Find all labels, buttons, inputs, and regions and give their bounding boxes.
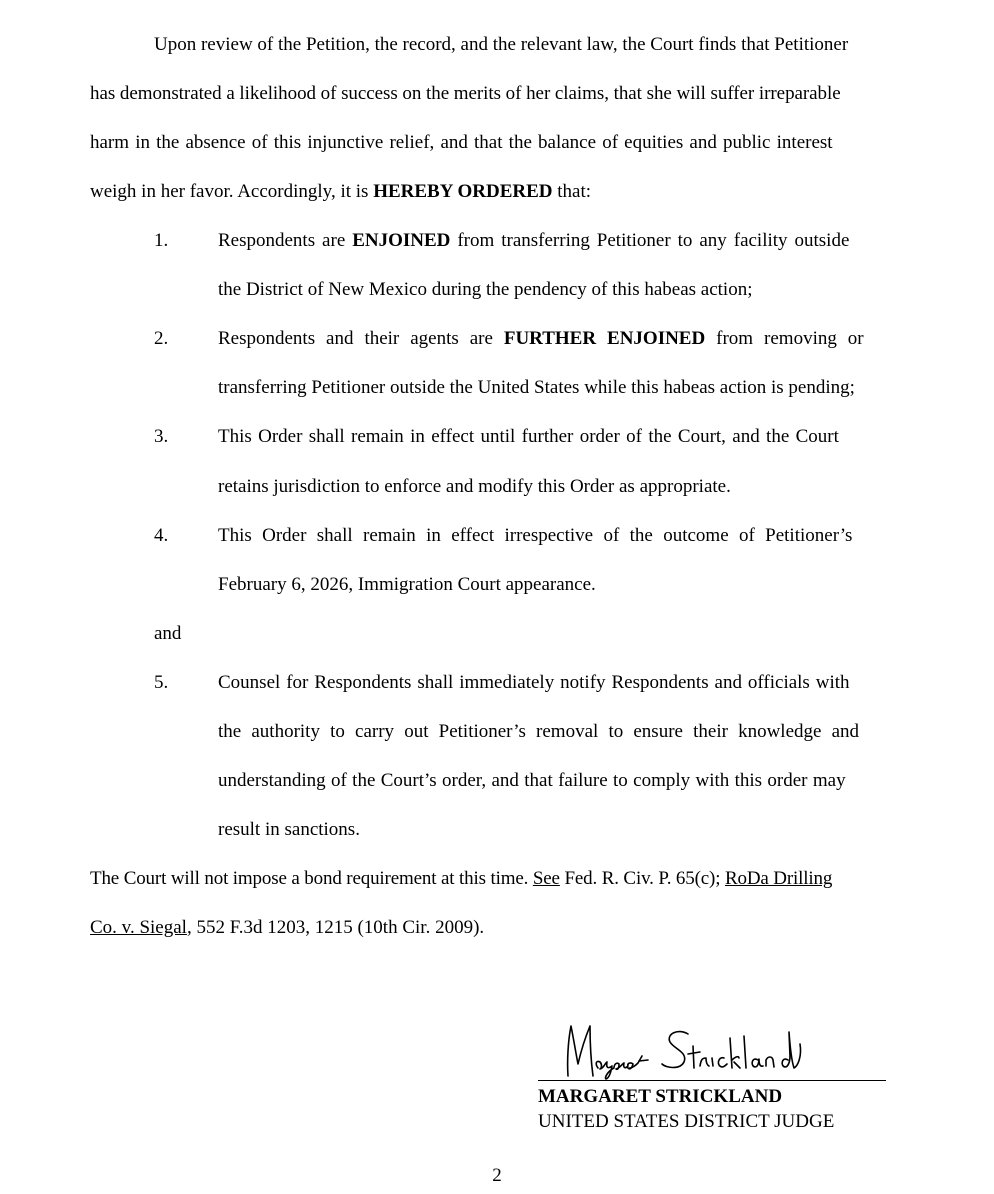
further-enjoined-term: FURTHER ENJOINED [503, 328, 706, 349]
bond-text: The Court will not impose a bond requirement at this time. [90, 868, 533, 889]
item-1-line-1 [218, 230, 849, 252]
item-text: Respondents are [218, 230, 353, 251]
item-4-line-2: February 6, 2026, Immigration Court appearance. [218, 574, 596, 595]
item-text: from transferring Petitioner to any facility outside [450, 230, 850, 251]
item-1-line-2: the District of New Mexico during the pendency of this habeas action; [218, 279, 753, 300]
item-3-line-2: retains jurisdiction to enforce and modify this Order as appropriate. [218, 476, 731, 497]
page-number: 2 [492, 1165, 502, 1186]
paragraph-1-line-2: has demonstrated a likelihood of success on the merits of her claims, that she will suffer irreparable [90, 83, 841, 104]
case-name-part-1: RoDa Drilling [724, 868, 833, 889]
signature-line [538, 1080, 886, 1081]
paragraph-1-text-end: that: [552, 181, 592, 202]
paragraph-1-text: weigh in her favor. Accordingly, it is [90, 181, 374, 202]
rule-citation: Fed. R. Civ. P. 65(c); [559, 868, 725, 889]
judge-name: MARGARET STRICKLAND [538, 1086, 783, 1107]
case-citation: , 552 F.3d 1203, 1215 (10th Cir. 2009). [186, 917, 485, 938]
item-number: 3. [154, 426, 169, 447]
item-2-line-1 [218, 328, 864, 350]
case-name-part-2: Co. v. Siegal [90, 917, 187, 938]
item-4-line-1: This Order shall remain in effect irrespective of the outcome of Petitioner’s [218, 525, 853, 546]
item-text: from removing or [705, 328, 864, 349]
item-5-line-4: result in sanctions. [218, 819, 360, 840]
item-5-line-2: the authority to carry out Petitioner’s removal to ensure their knowledge and [218, 721, 860, 742]
conjunction-and: and [154, 623, 182, 644]
item-text: Respondents and their agents are [218, 328, 504, 349]
item-5-line-1: Counsel for Respondents shall immediately notify Respondents and officials with [218, 672, 850, 693]
judge-title: UNITED STATES DISTRICT JUDGE [538, 1111, 835, 1132]
item-2-line-2: transferring Petitioner outside the United States while this habeas action is pending; [218, 377, 855, 398]
item-number: 4. [154, 525, 169, 546]
item-number: 2. [154, 328, 169, 349]
see-signal: See [532, 868, 560, 889]
paragraph-1-line-3: harm in the absence of this injunctive relief, and that the balance of equities and public interest [90, 132, 833, 153]
paragraph-1-line-1: Upon review of the Petition, the record, and the relevant law, the Court finds that Petitioner [154, 34, 849, 55]
item-3-line-1: This Order shall remain in effect until further order of the Court, and the Court [218, 426, 839, 447]
item-number: 1. [154, 230, 169, 251]
paragraph-1-line-4 [90, 181, 591, 203]
hereby-ordered: HEREBY ORDERED [373, 181, 553, 202]
item-5-line-3: understanding of the Court’s order, and that failure to comply with this order may [218, 770, 846, 791]
enjoined-term: ENJOINED [352, 230, 451, 251]
bond-line-2 [90, 917, 484, 939]
item-number: 5. [154, 672, 169, 693]
handwritten-signature [538, 1016, 838, 1082]
bond-line-1 [90, 868, 832, 890]
